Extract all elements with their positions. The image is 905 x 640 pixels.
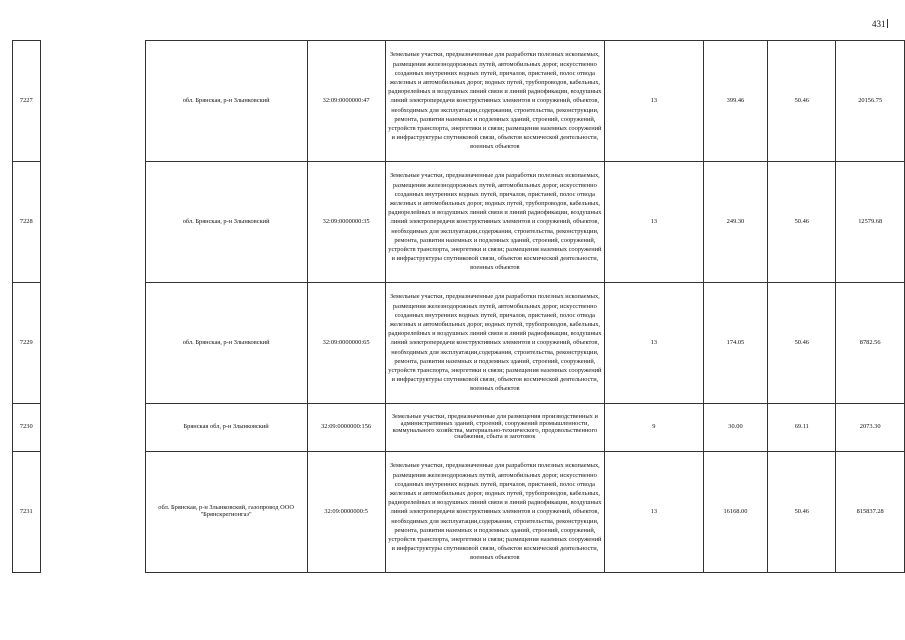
cadastral-number-cell: 32:09:0000000:35 bbox=[307, 162, 385, 283]
empty-column bbox=[40, 452, 145, 573]
table-row bbox=[13, 162, 905, 283]
row-number: 7230 bbox=[13, 404, 41, 452]
group-cell: 13 bbox=[605, 283, 704, 404]
table-row bbox=[13, 404, 905, 452]
land-use-cell: Земельные участки, предназначенные для разработки полезных ископаемых, размещения железнодорожных путей, автомобильных дорог, искусственно созданных внутренних водных путей, причалов, пристаней, полос отвода железных и автомобильных дорог, водных путей, трубопроводов, кабельных, радиорелейных и воздушных линий связи и линий радиофикации, воздушных линий электропередачи конструктивных элементов и сооружений, объектов, необходимых для эксплуатации,содержания, строительства, реконструкции, ремонта, развития наземных и подземных зданий, строений, сооружений, устройств транспорта, энергетики и связи; размещения наземных сооружений и инфраструктуры спутниковой связи, объектов космической деятельности, военных объектов bbox=[385, 162, 604, 283]
value-cell: 815837.28 bbox=[836, 452, 905, 573]
value-cell: 20156.75 bbox=[836, 41, 905, 162]
area-cell: 174.05 bbox=[703, 283, 768, 404]
cadastral-number-cell: 32:09:0000000:65 bbox=[307, 283, 385, 404]
address-cell: обл. Брянская, р-н Злынковский bbox=[145, 162, 307, 283]
value-cell: 8782.56 bbox=[836, 283, 905, 404]
area-cell: 30.00 bbox=[703, 404, 768, 452]
cadastral-number-cell: 32:09:0000000:5 bbox=[307, 452, 385, 573]
value-cell: 2073.30 bbox=[836, 404, 905, 452]
row-number: 7227 bbox=[13, 41, 41, 162]
rate-cell: 69.11 bbox=[768, 404, 836, 452]
address-cell: обл. Брянская, р-н Злынковский bbox=[145, 283, 307, 404]
cadastral-number-cell: 32:09:0000000:47 bbox=[307, 41, 385, 162]
rate-cell: 50.46 bbox=[768, 162, 836, 283]
rate-cell: 50.46 bbox=[768, 283, 836, 404]
empty-column bbox=[40, 41, 145, 162]
address-cell: обл. Брянская, р-н Злынковский, газопровод ООО "Брянскрегионгаз" bbox=[145, 452, 307, 573]
empty-column bbox=[40, 283, 145, 404]
empty-column bbox=[40, 404, 145, 452]
rate-cell: 50.46 bbox=[768, 41, 836, 162]
row-number: 7231 bbox=[13, 452, 41, 573]
address-cell: Брянская обл, р-н Злынковский bbox=[145, 404, 307, 452]
table-row bbox=[13, 41, 905, 162]
cadastral-number-cell: 32:09:0000000:156 bbox=[307, 404, 385, 452]
group-cell: 13 bbox=[605, 162, 704, 283]
area-cell: 249.30 bbox=[703, 162, 768, 283]
land-use-cell: Земельные участки, предназначенные для разработки полезных ископаемых, размещения железнодорожных путей, автомобильных дорог, искусственно созданных внутренних водных путей, причалов, пристаней, полос отвода железных и автомобильных дорог, водных путей, трубопроводов, кабельных, радиорелейных и воздушных линий связи и линий радиофикации, воздушных линий электропередачи конструктивных элементов и сооружений, объектов, необходимых для эксплуатации,содержания, строительства, реконструкции, ремонта, развития наземных и подземных зданий, строений, сооружений, устройств транспорта, энергетики и связи; размещения наземных сооружений и инфраструктуры спутниковой связи, объектов космической деятельности, военных объектов bbox=[385, 283, 604, 404]
rate-cell: 50.46 bbox=[768, 452, 836, 573]
land-use-cell: Земельные участки, предназначенные для разработки полезных ископаемых, размещения железнодорожных путей, автомобильных дорог, искусственно созданных внутренних водных путей, причалов, пристаней, полос отвода железных и автомобильных дорог, водных путей, трубопроводов, кабельных, радиорелейных и воздушных линий связи и линий радиофикации, воздушных линий электропередачи конструктивных элементов и сооружений, объектов, необходимых для эксплуатации,содержания, строительства, реконструкции, ремонта, развития наземных и подземных зданий, строений, сооружений, устройств транспорта, энергетики и связи; размещения наземных сооружений и инфраструктуры спутниковой связи, объектов космической деятельности, военных объектов bbox=[385, 41, 604, 162]
value-cell: 12579.68 bbox=[836, 162, 905, 283]
address-cell: обл. Брянская, р-н Злынковский bbox=[145, 41, 307, 162]
table-row bbox=[13, 452, 905, 573]
area-cell: 399.46 bbox=[703, 41, 768, 162]
land-use-cell: Земельные участки, предназначенные для разработки полезных ископаемых, размещения железнодорожных путей, автомобильных дорог, искусственно созданных внутренних водных путей, причалов, пристаней, полос отвода железных и автомобильных дорог, водных путей, трубопроводов, кабельных, радиорелейных и воздушных линий связи и линий радиофикации, воздушных линий электропередачи конструктивных элементов и сооружений, объектов, необходимых для эксплуатации,содержания, строительства, реконструкции, ремонта, развития наземных и подземных зданий, строений, сооружений, устройств транспорта, энергетики и связи; размещения наземных сооружений и инфраструктуры спутниковой связи, объектов космической деятельности, военных объектов bbox=[385, 452, 604, 573]
land-use-cell: Земельные участки, предназначенные для размещения производственных и административных зданий, строений, сооружений промышленности, коммунального хозяйства, материально-технического, продовольственного снабжения, сбыта и заготовок bbox=[385, 404, 604, 452]
page-number: 431 bbox=[872, 19, 886, 29]
table-row bbox=[13, 283, 905, 404]
row-number: 7228 bbox=[13, 162, 41, 283]
group-cell: 13 bbox=[605, 452, 704, 573]
row-number: 7229 bbox=[13, 283, 41, 404]
empty-column bbox=[40, 162, 145, 283]
group-cell: 9 bbox=[605, 404, 704, 452]
group-cell: 13 bbox=[605, 41, 704, 162]
area-cell: 16168.00 bbox=[703, 452, 768, 573]
cadastral-value-table bbox=[12, 40, 905, 573]
